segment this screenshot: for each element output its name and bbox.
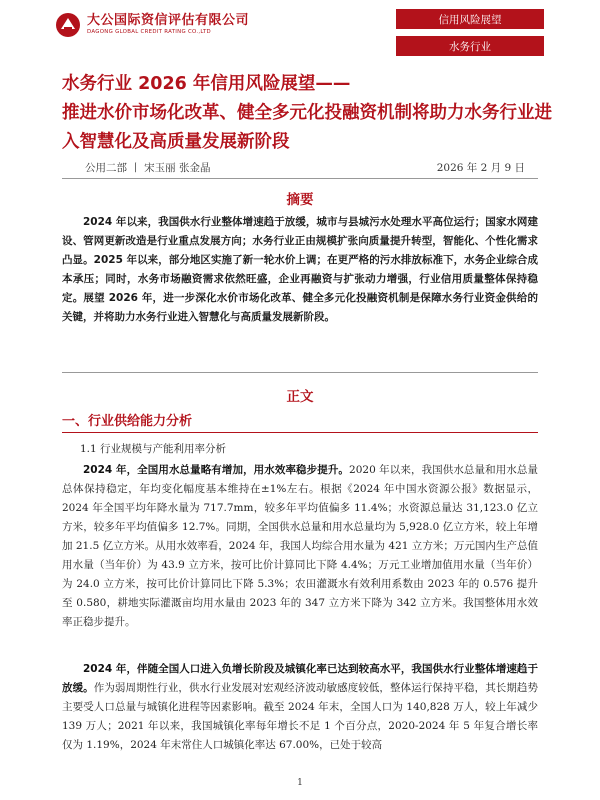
- page-number: 1: [297, 778, 303, 788]
- paragraph: [62, 660, 538, 755]
- authors: 公用二部 丨 宋玉丽 张金晶: [85, 162, 211, 174]
- body-heading: 正文: [286, 389, 314, 405]
- report-title: [62, 70, 552, 157]
- logo-name-en: DAGONG GLOBAL CREDIT RATING CO.,LTD: [87, 29, 212, 35]
- title-line-2: 推进水价市场化改革、健全多元化投融资机制将助力水务行业进入智慧化及高质量发展新阶段: [62, 103, 552, 152]
- title-line-1: 水务行业 2026 年信用风险展望——: [62, 74, 351, 94]
- abstract-heading: 摘要: [286, 192, 314, 208]
- paragraph: [62, 461, 538, 632]
- report-type-tag: 信用风险展望: [396, 9, 544, 29]
- company-logo: [55, 12, 249, 38]
- abstract-text: 2024 年以来，我国供水行业整体增速趋于放缓，城市与县城污水处理水平高位运行；国家水网建设、管网更新改造是行业重点发展方向；水务行业正由规模扩张向质量提升转型，智能化、个性化需求凸显。2025 年以来，部分地区实施了新一轮水价上调；在更严格的污水排放标准下，水务企业综合成本承压；同时，水务市场融资需求依然旺盛，企业再融资与扩张动力增强，行业信用质量整体保持稳定。展望 2026 年，进一步深化水价市场化改革、健全多元化投融资机制是保障水务行业资金供给的关键，并将助力水务行业进入智慧化与高质量发展新阶段。: [62, 216, 538, 323]
- page-header: [0, 0, 600, 62]
- paragraph-lead: 2024 年，伴随全国人口进入负增长阶段及城镇化率已达到较高水平，我国供水行业整体增速趋于放缓。: [62, 663, 538, 694]
- dagong-logo-icon: [55, 12, 81, 38]
- paragraph-text: 作为弱周期性行业，供水行业发展对宏观经济波动敏感度较低，整体运行保持平稳，其长期趋势主要受人口总量与城镇化进程等因素影响。截至 2024 年末，全国人口为 140,828 万人，较上年减少 139 万人；2021 年以来，我国城镇化率每年增长不足 1 个百分点，2020-2024 年 5 年复合增长率仅为 1.19%，2024 年末常住人口城镇化率达 67.00%，已处于较高: [62, 682, 539, 751]
- divider: [62, 178, 538, 179]
- divider: [62, 372, 538, 373]
- industry-tag: 水务行业: [396, 36, 544, 56]
- paragraph-text: 2020 年以来，我国供水总量和用水总量总体保持稳定，年均变化幅度基本维持在±1%左右。根据《2024 年中国水资源公报》数据显示，2024 年全国平均年降水量为 717.7mm，较多年平均值偏多 11.4%；水资源总量达 31,123.0 亿立方米，较多年平均值偏多 12.7%。同期，全国供水总量和用水总量均为 5,928.0 亿立方米，较上年增加 21.5 亿立方米。从用水效率看，2024 年，我国人均综合用水量为 421 立方米；万元国内生产总值用水量（当年价）为 43.9 立方米，按可比价计算同比下降 4.4%；万元工业增加值用水量（当年价）为 24.0 立方米，按可比价计算同比下降 5.3%；农田灌溉水有效利用系数由 2023 年的 0.576 提升至 0.580，耕地实际灌溉亩均用水量由 2023 年的 347 立方米下降为 342 立方米。我国整体用水效率正稳步提升。: [62, 464, 538, 628]
- report-meta: [85, 160, 525, 175]
- section-heading: 一、行业供给能力分析: [62, 410, 538, 433]
- subsection-heading: 1.1 行业规模与产能利用率分析: [80, 443, 227, 455]
- paragraph-lead: 2024 年，全国用水总量略有增加，用水效率稳步提升。: [83, 464, 350, 476]
- report-date: 2026 年 2 月 9 日: [436, 162, 525, 174]
- logo-name-cn: 大公国际资信评估有限公司: [87, 13, 250, 28]
